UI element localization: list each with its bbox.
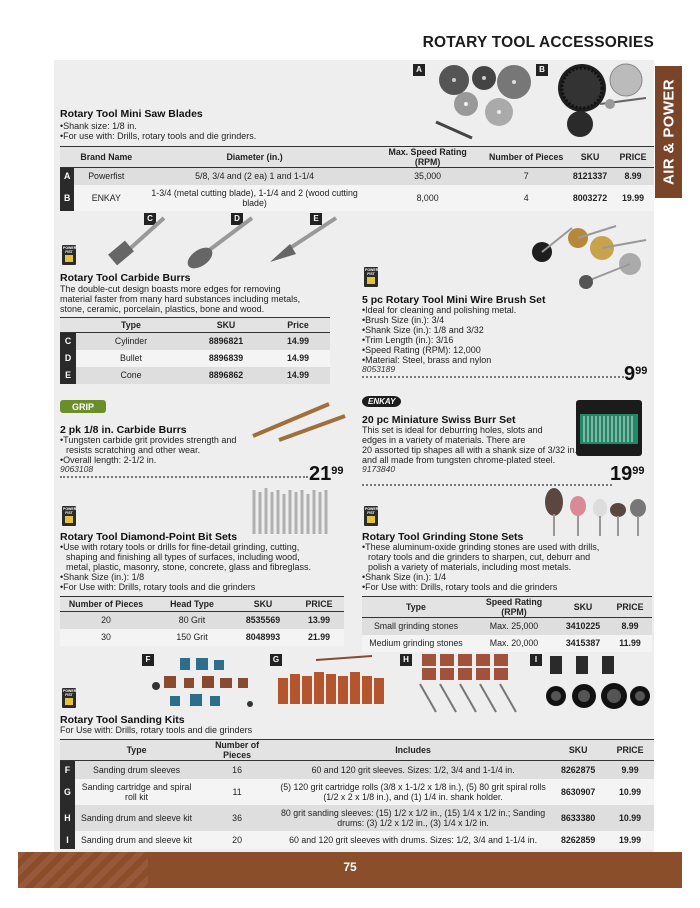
swiss-burr-desc-4: and all made from tungsten chrome-plated steel. — [362, 455, 556, 465]
col-speed: Max. Speed Rating (RPM) — [371, 147, 484, 168]
saw-blades-table — [60, 146, 654, 211]
diamond-bits-bullet-2: shaping and finishing all types of surfaces, including wood, — [66, 552, 300, 562]
swiss-burr-price: $19^{99}$ — [610, 463, 645, 485]
table-row: H Sanding drum and sleeve kit 36 80 grit sanding sleeves: (15) 1/2 x 1/2 in., (15) 1/4 x 1/2 in.; Sanding drums: (3) 1/2 x 1/2 in., (3) 1/4 x 1/2 in. 8633380 10.99 — [60, 805, 654, 831]
svg-text:GRIP: GRIP — [71, 402, 95, 412]
grinding-stones-bullet-5: •For Use with: Drills, rotary tools and die grinders — [362, 582, 558, 592]
wire-brush-bullet-6: •Material: Steel, brass and nylon — [362, 355, 492, 365]
wire-brush-bullet-4: •Trim Length (in.): 3/16 — [362, 335, 454, 345]
carbide-grit-title: 2 pk 1/8 in. Carbide Burrs — [60, 424, 187, 436]
wire-brush-bullet-1: •Ideal for cleaning and polishing metal. — [362, 305, 517, 315]
sanding-kit-g-image — [276, 654, 394, 716]
diamond-bits-bullet-1: •Use with rotary tools or drills for fine-detail grinding, cutting, — [60, 542, 300, 552]
saw-blades-bullet-2: •For use with: Drills, rotary tools and die grinders. — [60, 131, 257, 141]
sanding-kits-table: Type Number of Pieces Includes SKU PRICE F Sanding drum sleeves 16 60 and 120 grit sleeves. Sizes: 1/2, 3/4 and 1-1/4 in. 8262875 9.99 G Sanding cartridge and spiral roll kit 11 (5) 120 grit cartridge rolls (3/8 x 1-1/2 x 1/8 in.), (5) 80 grit spiral rolls (1/2 x 2 x 1/8 in.), and (1) 1/4 in. shank holder. 8630907 10.99 H Sanding drum and sleeve kit 36 80 grit sanding sleeves: (15) 1/2 x 1/2 in., (15) 1/4 x 1/2 in.; Sanding drums: (3) 1/2 x 1/2 in., (3) 1/4 x 1/2 in. 8633380 10.99 I Sanding drum and sleeve kit 20 60 and 120 grit sleeves with drums. Sizes: 1/2, 3/4 and 1-1/4 in. 8262859 19.99 — [60, 739, 654, 849]
diamond-bits-table: Number of Pieces Head Type SKU PRICE 20 80 Grit 8535569 13.99 30 150 Grit 8048993 21.99 — [60, 596, 344, 646]
swiss-burr-desc-3: 20 assorted tip shapes all with a shank size of 3/32 in. — [362, 445, 578, 455]
badge-g: G — [270, 654, 282, 666]
carbide-grit-bullet-3: •Overall length: 2-1/2 in. — [60, 455, 157, 465]
carbide-grit-price: $21^{99}$ — [309, 463, 344, 485]
carbide-grit-bullet-1: •Tungsten carbide grit provides strength and — [60, 435, 237, 445]
table-row: Small grinding stones Max. 25,000 3410225 8.99 — [362, 618, 652, 635]
saw-blades-a-image — [424, 62, 536, 142]
saw-blades-bullet-1: •Shank size: 1/8 in. — [60, 121, 137, 131]
col-sku: SKU — [568, 147, 612, 168]
sanding-kit-i-image — [536, 654, 652, 716]
wire-brush-price: $9^{99}$ — [624, 363, 648, 385]
grinding-stones-bullet-1: •These aluminum-oxide grinding stones are used with drills, — [362, 542, 600, 552]
table-row: D Bullet 8896839 14.99 — [60, 350, 330, 367]
swiss-burr-desc-1: This set is ideal for deburring holes, slots and — [362, 425, 543, 435]
badge-e: E — [310, 213, 322, 225]
carbide-burrs-table: Type SKU Price C Cylinder 8896821 14.99 D Bullet 8896839 14.99 E Cone 8896862 14.99 — [60, 317, 330, 384]
power-fist-logo: POWER FIST — [364, 506, 378, 526]
grinding-stones-bullet-4: •Shank Size (in.): 1/4 — [362, 572, 447, 582]
saw-blades-b-image — [550, 62, 654, 142]
carbide-grit-item-no: 9063108 — [60, 464, 94, 474]
sanding-kits-title: Rotary Tool Sanding Kits — [60, 714, 185, 726]
swiss-burr-item-no: 9173840 — [362, 464, 396, 474]
side-tab — [655, 66, 682, 198]
swiss-burr-title: 20 pc Miniature Swiss Burr Set — [362, 414, 516, 426]
carbide-burrs-desc: The double-cut design boasts more edges for removing material faster from many hard substances including metals, stone, ceramic, porcelain, plastics, bone and wood. — [60, 284, 301, 315]
table-row: F Sanding drum sleeves 16 60 and 120 grit sleeves. Sizes: 1/2, 3/4 and 1-1/4 in. 8262875 9.99 — [60, 761, 654, 779]
table-row: 30 150 Grit 8048993 21.99 — [60, 629, 344, 646]
badge-h: H — [400, 654, 412, 666]
price-leader — [362, 376, 624, 378]
power-fist-logo: POWER FIST — [62, 245, 76, 265]
table-row: E Cone 8896862 14.99 — [60, 367, 330, 384]
carbide-burrs-image — [104, 212, 354, 272]
grip-logo — [60, 400, 106, 413]
table-row: G Sanding cartridge and spiral roll kit 11 (5) 120 grit cartridge rolls (3/8 x 1-1/2 x 1/8 in.), (5) 80 grit spiral rolls (1/2 x 2 x 1/8 in.), and (1) 1/4 in. shank holder. 8630907 10.99 — [60, 779, 654, 805]
table-row: A Powerfist 5/8, 3/4 and (2 ea) 1 and 1-1/4 35,000 7 8121337 8.99 — [60, 168, 654, 185]
sanding-kits-subtitle: For Use with: Drills, rotary tools and die grinders — [60, 725, 253, 735]
power-fist-logo: POWER FIST — [364, 267, 378, 287]
wire-brush-title: 5 pc Rotary Tool Mini Wire Brush Set — [362, 294, 546, 306]
content-panel — [54, 60, 654, 852]
swiss-burr-desc-2: edges in a variety of materials. There are — [362, 435, 526, 445]
carbide-grit-image — [249, 400, 349, 442]
swiss-burr-image — [576, 400, 642, 456]
saw-blades-title: Rotary Tool Mini Saw Blades — [60, 108, 203, 120]
carbide-burrs-title: Rotary Tool Carbide Burrs — [60, 272, 191, 284]
diamond-bits-bullet-5: •For Use with: Drills, rotary tools and die grinders — [60, 582, 256, 592]
sanding-kit-h-image — [406, 654, 524, 716]
table-row: B ENKAY 1-3/4 (metal cutting blade), 1-1/4 and 2 (wood cutting blade) 8,000 4 8003272 19.99 — [60, 185, 654, 211]
table-row: I Sanding drum and sleeve kit 20 60 and 120 grit sleeves with drums. Sizes: 1/2, 3/4 and 1-1/4 in. 8262859 19.99 — [60, 831, 654, 849]
page-number: 75 — [343, 860, 357, 874]
diamond-bits-bullet-4: •Shank Size (in.): 1/8 — [60, 572, 145, 582]
power-fist-logo: POWER FIST — [62, 688, 76, 708]
badge-i: I — [530, 654, 542, 666]
page-footer — [18, 852, 682, 888]
grinding-stones-table: Type Speed Rating (RPM) SKU PRICE Small grinding stones Max. 25,000 3410225 8.99 Medium grinding stones Max. 20,000 3415387 11.99 — [362, 596, 652, 652]
badge-b: B — [536, 64, 548, 76]
col-brand: Brand Name — [74, 147, 138, 168]
power-fist-logo: POWER FIST — [62, 506, 76, 526]
col-diameter: Diameter (in.) — [138, 147, 371, 168]
table-row: Medium grinding stones Max. 20,000 3415387 11.99 — [362, 635, 652, 652]
col-pieces: Number of Pieces — [484, 147, 568, 168]
diamond-bits-image — [250, 486, 334, 538]
wire-brush-image — [520, 220, 654, 290]
wire-brush-bullet-2: •Brush Size (in.): 3/4 — [362, 315, 445, 325]
price-leader — [60, 476, 308, 478]
wire-brush-bullet-3: •Shank Size (in.): 1/8 and 3/32 — [362, 325, 484, 335]
badge-f: F — [142, 654, 154, 666]
table-row: 20 80 Grit 8535569 13.99 — [60, 612, 344, 629]
table-row: C Cylinder 8896821 14.99 — [60, 333, 330, 350]
wire-brush-item-no: 8053189 — [362, 364, 396, 374]
badge-a: A — [413, 64, 425, 76]
grinding-stones-bullet-2: rotary tools and die grinders to sharpen, cut, deburr and — [368, 552, 591, 562]
badge-c: C — [144, 213, 156, 225]
diamond-bits-bullet-3: metal, plastic, masonry, stone, concrete, glass and fibreglass. — [66, 562, 311, 572]
side-tab-label: AIR & POWER — [660, 78, 677, 186]
badge-d: D — [231, 213, 243, 225]
grinding-stones-title: Rotary Tool Grinding Stone Sets — [362, 531, 524, 543]
enkay-logo: ENKAY — [362, 396, 401, 407]
page-header: ROTARY TOOL ACCESSORIES — [422, 34, 654, 51]
grinding-stones-bullet-3: polish a variety of materials, including most metals. — [368, 562, 572, 572]
wire-brush-bullet-5: •Speed Rating (RPM): 12,000 — [362, 345, 481, 355]
diamond-bits-title: Rotary Tool Diamond-Point Bit Sets — [60, 531, 238, 543]
carbide-grit-bullet-2: resists scratching and other wear. — [66, 445, 201, 455]
grinding-stones-image — [540, 486, 650, 538]
footer-pattern — [18, 852, 148, 888]
col-price: PRICE — [612, 147, 654, 168]
